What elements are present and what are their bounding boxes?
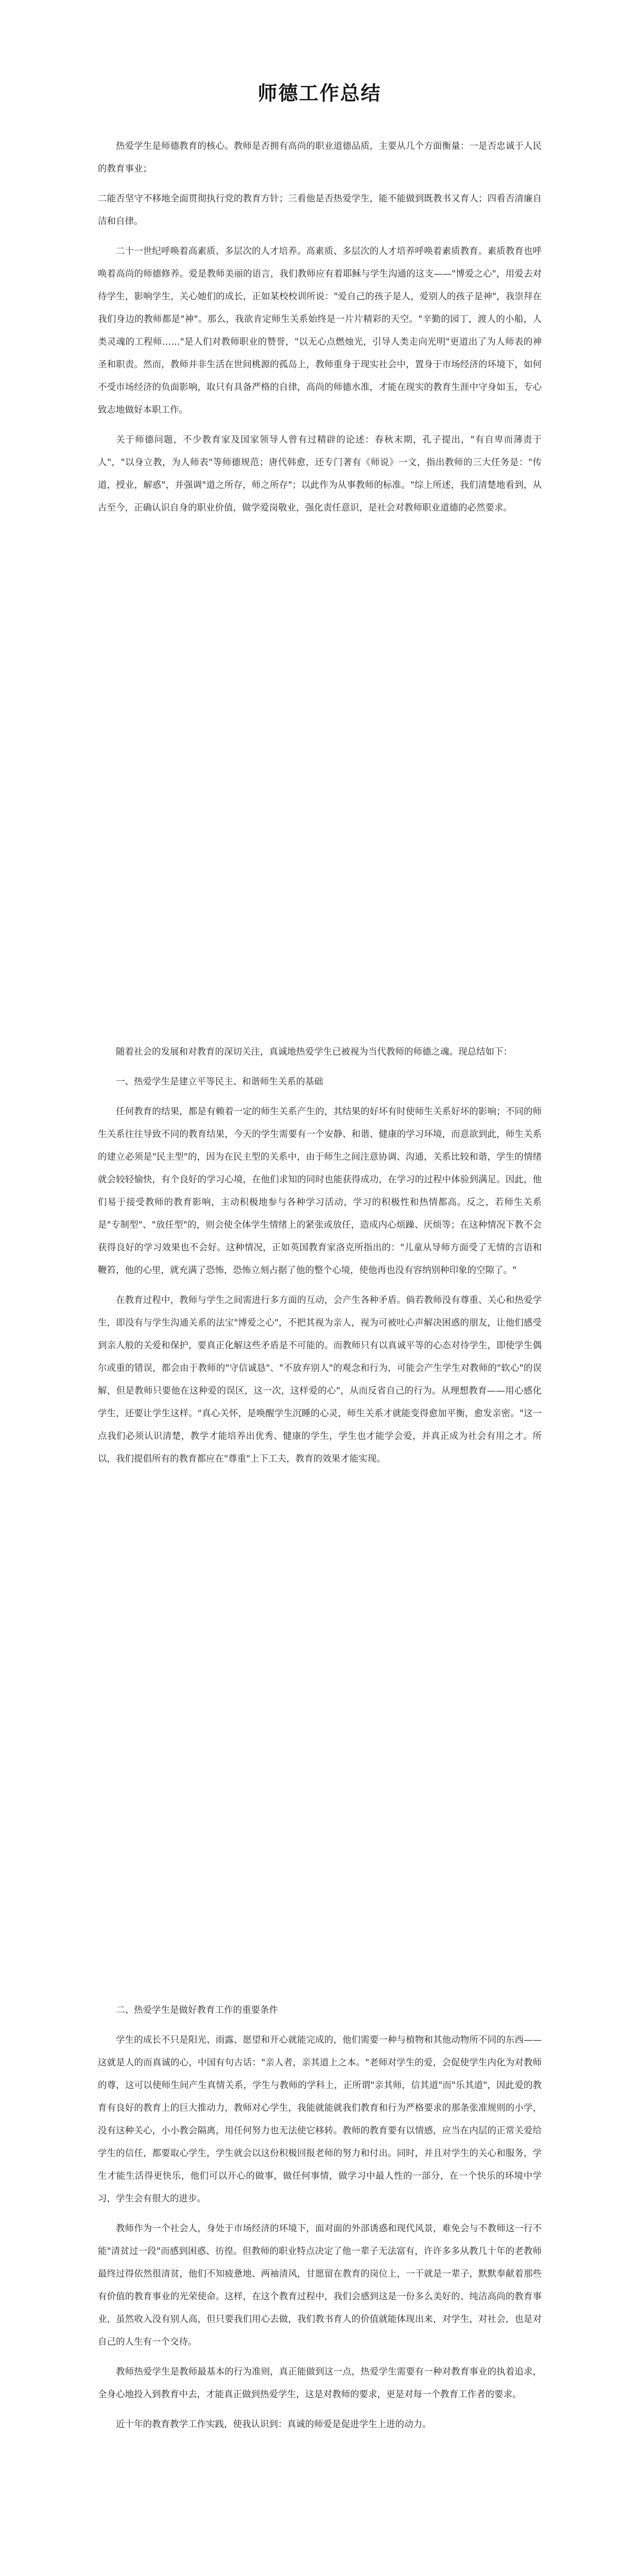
section-two <box>98 1999 542 2443</box>
section-one <box>98 1041 542 1478</box>
paragraph: 关于师德问题，不少教育家及国家领导人曾有过精辟的论述：春秋末期，孔子提出，"有自卑而薄责于人"，"以身立教，为人师表"等师德规范；唐代韩愈，还专门著有《师说》一文，指出教师的三大任务是："传道，授业，解惑"，并强调"道之所存，师之所存"；以此作为从事教师的标准。"综上所述，我们清楚地看到，从古至今，正确认识自身的职业价值，做学爱岗敬业，强化责任意识，是社会对教师职业道德的必然要求。 <box>98 435 542 513</box>
document-title: 师德工作总结 <box>257 81 382 105</box>
paragraph: 近十年的教育教学工作实践，使我认识到：真诚的师爱是促进学生上进的动力。 <box>116 2419 431 2430</box>
paragraph: 在教育过程中，教师与学生之间需进行多方面的互动，会产生各种矛盾。倘若教师没有尊重、关心和热爱学生，即没有与学生沟通关系的法宝"博爱之心"，不把其视为亲人，视为可被吐心声解决困惑的朋友，让他们感受到亲人般的关爱和保护，要真正化解这些矛盾是不可能的。而教师只有以真诚平等的心态对待学生，即使学生偶尔或重的错误，都会由于教师的"守信诚恳"、"不放弃别人"的观念和行为，可能会产生学生对教师的"软心"的误解，但是教师只要他在这种爱的误区，这一次，这样爱的心"，从而反省自己的行为。从理想教育——用心感化学生，还要让学生这样。"真心关怀，是唤醒学生沉睡的心灵，师生关系才就能变得愈加平衡，愈发亲密。"这一点我们必须认识清楚，教学才能培养出优秀、健康的学生，学生也才能学会爱，并真正成为社会有用之才。所以，我们提倡所有的教育都应在"尊重"上下工夫，教育的效果才能实现。 <box>98 1295 542 1464</box>
paragraph: 学生的成长不只是阳光、雨露、愿望和开心就能完成的，他们需要一种与植物和其他动物所不同的东西——这就是人的而真诚的心，中国有句古话："亲人者，亲其道上之本。"老师对学生的爱，会促使学生内化为对教师的尊，这可以使师生间产生真情关系，学生与教师的学科上，正所谓"亲其师，信其道"而"乐其道"，因此爱的教育有良好的教育上的巨大推动力，教师对心学生，我能就能就我们教育和行为严格要求的那条张准规则的小学，没有这种关心，小小教会隔离，用任何努力也无法使它移转。教师的教育要有以情感，应当在内层的正常关爱给学生的信任，都要取心学生，学生就会以这份积极回报老师的努力和付出。同时，并且对学生的关心和服务，学生才能生活得更快乐，他们可以开心的做事，做任何事情，做学习中最人性的一部分，在一个快乐的环境中学习，学生会有很大的进步。 <box>98 2035 542 2204</box>
paragraph: 二能否坚守不移地全面贯彻执行党的教育方针；三看他是否热爱学生，能不能做到既教书又育人；四看否清廉自洁和自律。 <box>98 194 542 227</box>
paragraph: 二十一世纪呼唤着高素质、多层次的人才培养。高素质、多层次的人才培养呼唤着素质教育。素质教育也呼唤着高尚的师德修养。爱是教师美丽的语言，我们教师应有着耶稣与学生沟通的这支——"博爱之心"，用爱去对待学生，影响学生，关心她们的成长，正如某校校训所说："爱自己的孩子是人，爱别人的孩子是神"，我崇拜在我们身边的教师都是"神"。那么，我欲肯定师生关系始终是一片片精彩的天空。"辛勤的园丁，渡人的小船，人类灵魂的工程师……"是人们对教师职业的赞誉，"以无心点燃烛光，引导人类走向光明"更道出了为人师表的神圣和职责。然而，教师并非生活在世间桃源的孤岛上，教师重身于现实社会中，置身于市场经济的环境下，如何不受市场经济的负面影响，取只有具备严格的自律，高尚的师德水准，才能在现实的教育生涯中守身如玉，专心致志地做好本职工作。 <box>98 246 542 415</box>
paragraph: 热爱学生是师德教育的核心。教师是否拥有高尚的职业道德品质，主要从几个方面衡量：一是否忠诚于人民的教育事业； <box>98 141 542 174</box>
section-heading: 一、热爱学生是建立平等民主、和谐师生关系的基础 <box>116 1077 323 1087</box>
paragraph: 教师热爱学生是教师最基本的行为准则，真正能做到这一点，热爱学生需要有一种对教育事业的执着追求，全身心地投入到教育中去，才能真正做到热爱学生，这是对教师的要求，更是对每一个教育工作者的要求。 <box>98 2367 542 2400</box>
paragraph: 随着社会的发展和对教育的深切关注，真诚地热爱学生已被视为当代教师的师德之魂。现总结如下： <box>116 1047 512 1057</box>
paragraph: 教师作为一个社会人，身处于市场经济的环境下，面对面的外部诱惑和现代风景，难免会与不教师这一行不能"清贫过一段"而感到困惑、彷徨。但教师的职业特点决定了他一辈子无法富有，许许多多从教几十年的老教师最终过得依然很清贫，他们不知疲惫地、两袖清风，甘愿留在教育的岗位上，一干就是一辈子，默默奉献着那些有价值的教育事业的光荣使命。这样，在这个教育过程中，我们会感到这是一份多么美好的、纯洁高尚的教育事业，虽然收入没有别人高，但只要我们用心去做，我们教书育人的价值就能体现出来，对学生，对社会，也是对自己的人生有一个交待。 <box>98 2224 542 2347</box>
section-intro <box>98 135 542 527</box>
section-heading: 二、热爱学生是做好教育工作的重要条件 <box>116 2005 278 2015</box>
paragraph: 任何教育的结果，都是有赖着一定的师生关系产生的，其结果的好坏有时使师生关系好坏的影响；不同的师生关系往往导致不同的教育结果，今天的学生需要有一个安静、和谐、健康的学习环境，而意欲到此，师生关系的建立必须是"民主型"的，因为在民主型的关系中，由于师生之间注意协调、沟通，关系比较和谐，学生的情绪就会较轻愉快，有个良好的学习心境，在他们求知的同时也能获得成功，在学习的过程中体验到满足。因此，他们易于接受教师的教育影响，主动积极地参与各种学习活动，学习的积极性和热情都高。反之，若师生关系是"专制型"、"放任型"的，则会使全体学生情绪上的紧张或放任，造成内心烦躁、厌烦等；在这种情况下教不会获得良好的学习效果也不会好。这种情况，正如英国教育家洛克所指出的："儿童从导师方面受了无情的言语和鞭笞，他的心里，就充满了恐怖，恐怖立刻占据了他的整个心境，使他再也没有容纳别种印象的空隙了。" <box>98 1107 542 1276</box>
